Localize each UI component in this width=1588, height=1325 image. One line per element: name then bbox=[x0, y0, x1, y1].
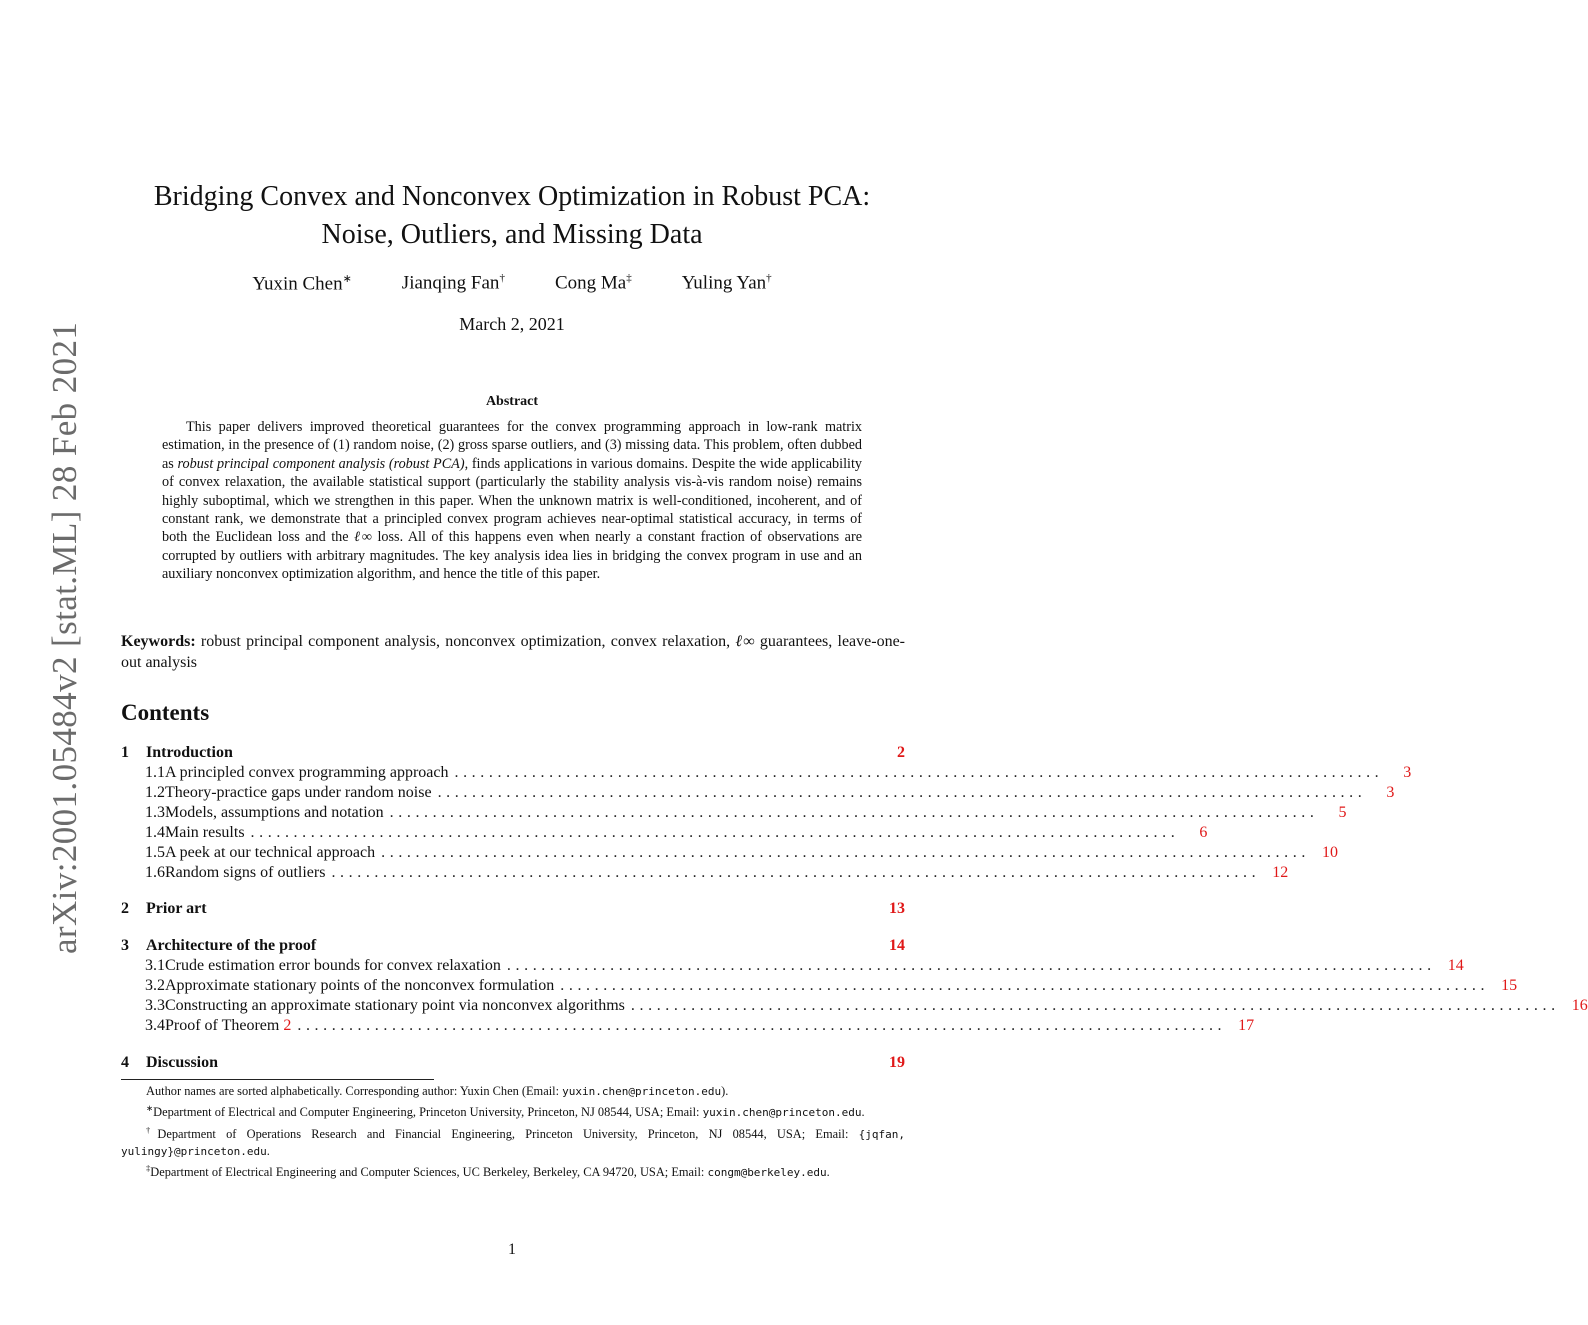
author: Yuxin Chen∗ bbox=[252, 273, 352, 295]
abstract-heading: Abstract bbox=[485, 394, 539, 409]
author: Cong Ma‡ bbox=[554, 272, 632, 294]
toc-page-link[interactable]: 6 bbox=[1199, 824, 1208, 841]
toc-subsection[interactable]: 3.2 Approximate stationary points of the nonconvex formulation ............................................................................................................ 15 bbox=[145, 977, 1518, 994]
toc-page-link[interactable]: 17 bbox=[1238, 1017, 1255, 1034]
author: Jianqing Fan† bbox=[401, 272, 505, 294]
toc-page-link[interactable]: 19 bbox=[889, 1054, 905, 1071]
keywords-label: Keywords: bbox=[121, 633, 196, 650]
abstract-body: This paper delivers improved theoretical guarantees for the convex programming approach in low-rank matrix estimation, in the presence of (1) random noise, (2) gross sparse outliers, and (3) missing data. This problem, often dubbed as robust principal component analysis (robust PCA), finds applications in various domains. Despite the wide applicability of convex relaxation, the available statistical support (particularly the stability analysis vis-à-vis random noise) remains highly suboptimal, which we strengthen in this paper. When the unknown matrix is well-conditioned, incoherent, and of constant rank, we demonstrate that a principled convex program achieves near-optimal statistical accuracy, in terms of both the Euclidean loss and the ℓ∞ loss. All of this happens even when nearly a constant fraction of observations are corrupted by outliers with arbitrary magnitudes. The key analysis idea lies in bridging the convex program in use and an auxiliary nonconvex optimization algorithm, and hence the title of this paper. bbox=[162, 419, 862, 583]
toc-subsection[interactable]: 3.1 Crude estimation error bounds for convex relaxation ............................................................................................................ 14 bbox=[145, 957, 1464, 974]
email-address: yuxin.chen@princeton.edu bbox=[702, 1106, 862, 1120]
toc-section[interactable]: 2 Prior art 13 bbox=[121, 900, 905, 917]
toc-section[interactable]: 1 Introduction 2 bbox=[121, 744, 905, 761]
author: Yuling Yan† bbox=[681, 272, 772, 294]
author-footnote-mark[interactable]: ‡ bbox=[626, 272, 632, 284]
toc-page-link[interactable]: 3 bbox=[1386, 784, 1395, 801]
email-address: {jqfan, yulingy}@princeton.edu bbox=[121, 1127, 905, 1158]
author-list bbox=[120, 272, 904, 295]
linf-norm-symbol: ℓ∞ bbox=[354, 529, 373, 546]
toc-page-link[interactable]: 15 bbox=[1501, 977, 1518, 994]
title-line-2: Noise, Outliers, and Missing Data bbox=[321, 219, 703, 250]
toc-page-link[interactable]: 14 bbox=[889, 937, 905, 954]
arxiv-identifier-stamp[interactable]: arXiv:2001.05484v2 [stat.ML] 28 Feb 2021 bbox=[45, 321, 84, 954]
toc-subsection[interactable]: 1.3 Models, assumptions and notation ............................................................................................................ 5 bbox=[145, 804, 1347, 821]
toc-subsection[interactable]: 1.4 Main results ............................................................................................................ 6 bbox=[145, 824, 1208, 841]
paper-title bbox=[120, 178, 904, 254]
toc-page-link[interactable]: 10 bbox=[1321, 844, 1338, 861]
toc-subsection[interactable]: 1.6 Random signs of outliers ............................................................................................................ 12 bbox=[145, 864, 1289, 881]
footnote-rule bbox=[121, 1079, 434, 1080]
publication-date: March 2, 2021 bbox=[459, 314, 565, 334]
toc-subsection[interactable]: 1.1 A principled convex programming approach ............................................................................................................ 3 bbox=[145, 764, 1412, 781]
abstract-emphasis: robust principal component analysis (robust PCA) bbox=[177, 455, 465, 472]
title-line-1: Bridging Convex and Nonconvex Optimization in Robust PCA: bbox=[153, 181, 871, 212]
toc-subsection[interactable]: 1.2 Theory-practice gaps under random noise ............................................................................................................ 3 bbox=[145, 784, 1395, 801]
theorem-reference-link[interactable]: 2 bbox=[283, 1017, 292, 1034]
toc-subsection[interactable]: 1.5 A peek at our technical approach ............................................................................................................ 10 bbox=[145, 844, 1338, 861]
keywords: Keywords: robust principal component analysis, nonconvex optimization, convex relaxation, ℓ∞ guarantees, leave-one-out analysis bbox=[121, 633, 905, 671]
contents-heading: Contents bbox=[121, 700, 210, 725]
toc-subsection[interactable]: 3.4 Proof of Theorem 2 ............................................................................................................ 17 bbox=[145, 1017, 1255, 1034]
toc-page-link[interactable]: 3 bbox=[1403, 764, 1412, 781]
toc-page-link[interactable]: 13 bbox=[889, 900, 905, 917]
email-address: yuxin.chen@princeton.edu bbox=[562, 1085, 722, 1098]
linf-norm-symbol: ℓ∞ bbox=[735, 633, 755, 650]
footnote-affiliation: ‡Department of Electrical Engineering and Computer Sciences, UC Berkeley, Berkeley, CA 94720, USA; Email: congm@berkeley.edu. bbox=[146, 1163, 830, 1180]
toc-page-link[interactable]: 12 bbox=[1272, 864, 1289, 881]
author-footnote-mark[interactable]: † bbox=[499, 272, 505, 284]
toc-page-link[interactable]: 16 bbox=[1571, 997, 1588, 1014]
footnotes bbox=[121, 1083, 905, 1181]
toc-section[interactable]: 4 Discussion 19 bbox=[121, 1054, 905, 1071]
toc-page-link[interactable]: 5 bbox=[1338, 804, 1347, 821]
toc-section[interactable]: 3 Architecture of the proof 14 bbox=[121, 937, 905, 954]
toc-page-link[interactable]: 14 bbox=[1447, 957, 1464, 974]
footnote-affiliation: †Department of Operations Research and Financial Engineering, Princeton University, Princeton, NJ 08544, USA; Email: {jqfan, yulingy}@princeton.edu. bbox=[121, 1124, 905, 1158]
footnote-affiliation: ∗Department of Electrical and Computer Engineering, Princeton University, Princeton, NJ 08544, USA; Email: yuxin.chen@princeton.edu. bbox=[146, 1103, 865, 1120]
footnote-corresponding-author: Author names are sorted alphabetically. Corresponding author: Yuxin Chen (Email: yuxin.chen@princeton.edu). bbox=[146, 1084, 729, 1098]
toc-page-link[interactable]: 2 bbox=[897, 744, 905, 761]
toc-subsection[interactable]: 3.3 Constructing an approximate stationary point via nonconvex algorithms ............................................................................................................ 16 bbox=[145, 997, 1588, 1014]
author-footnote-mark[interactable]: ∗ bbox=[342, 273, 352, 285]
page-number: 1 bbox=[508, 1241, 516, 1258]
author-footnote-mark[interactable]: † bbox=[766, 272, 772, 284]
email-address: congm@berkeley.edu bbox=[707, 1166, 827, 1180]
